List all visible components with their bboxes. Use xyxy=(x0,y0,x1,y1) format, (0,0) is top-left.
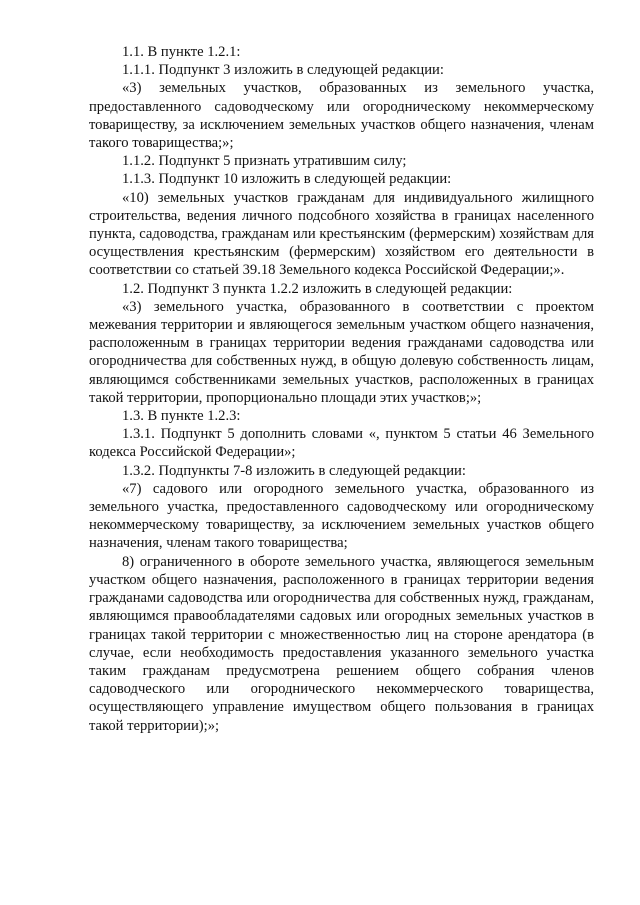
paragraph-1-1: 1.1. В пункте 1.2.1: xyxy=(122,44,241,60)
paragraph-1-1-2: 1.1.2. Подпункт 5 признать утратившим силу; xyxy=(122,153,407,170)
paragraph-subpoint-8-text: 8) ограниченного в обороте земельного участка, являющегося земельным участком общего назначения, расположенного в границах территории ведения гражданами садоводства или огородничества для собственных нужд, гражданам, являющимся правообладателями садовых или огородных земельных участков в границах такой территории с множественностью лиц на стороне арендатора (в случае, если необходимость предоставления указанного земельного участка таким гражданам предусмотрена решением общего собрания членов садоводческого или огороднического некоммерческого товарищества, осуществляющего управление имуществом общего пользования в границах такой территории);»; xyxy=(89,553,594,734)
paragraph-subpoint-7-text: «7) садового или огородного земельного участка, образованного из земельного участка, предоставленного садоводческому или огородническому некоммерческому товариществу, за исключением земельных участков общего назначения, членам такого товарищества; xyxy=(89,480,594,552)
document-page xyxy=(89,43,594,735)
paragraph-1-3-2: 1.3.2. Подпункты 7-8 изложить в следующей редакции: xyxy=(122,462,466,479)
paragraph-1-3: 1.3. В пункте 1.2.3: xyxy=(122,408,241,425)
paragraph-subpoint-3-text: «3) земельных участков, образованных из земельного участка, предоставленного садоводческому или огородническому некоммерческому товариществу, за исключением земельных участков общего назначения, членам такого товарищества;»; xyxy=(89,80,594,152)
paragraph-1-1-3: 1.1.3. Подпункт 10 изложить в следующей редакции: xyxy=(122,171,452,188)
paragraph-subpoint-10-text: «10) земельных участков гражданам для индивидуального жилищного строительства, ведения личного подсобного хозяйства в границах населенного пункта, садоводства, гражданам или крестьянским (фермерским) хозяйствам для осуществления крестьянским (фермерским) хозяйством его деятельности в соответствии со статьей 39.18 Земельного кодекса Российской Федерации;». xyxy=(89,189,594,279)
paragraph-subpoint-3-new-text: «3) земельного участка, образованного в соответствии с проектом межевания территории и являющегося земельным участком общего назначения, расположенным в границах территории ведения гражданами садоводства или огородничества для собственных нужд, в общую долевую собственность лицам, являющимся собственниками земельных участков, расположенных в границах такой территории, пропорционально площади этих участков;»; xyxy=(89,298,594,406)
paragraph-1-3-1: 1.3.1. Подпункт 5 дополнить словами «, пунктом 5 статьи 46 Земельного кодекса Российской Федерации»; xyxy=(89,426,594,461)
paragraph-1-1-1: 1.1.1. Подпункт 3 изложить в следующей редакции: xyxy=(122,62,444,79)
paragraph-1-2: 1.2. Подпункт 3 пункта 1.2.2 изложить в следующей редакции: xyxy=(122,280,513,297)
